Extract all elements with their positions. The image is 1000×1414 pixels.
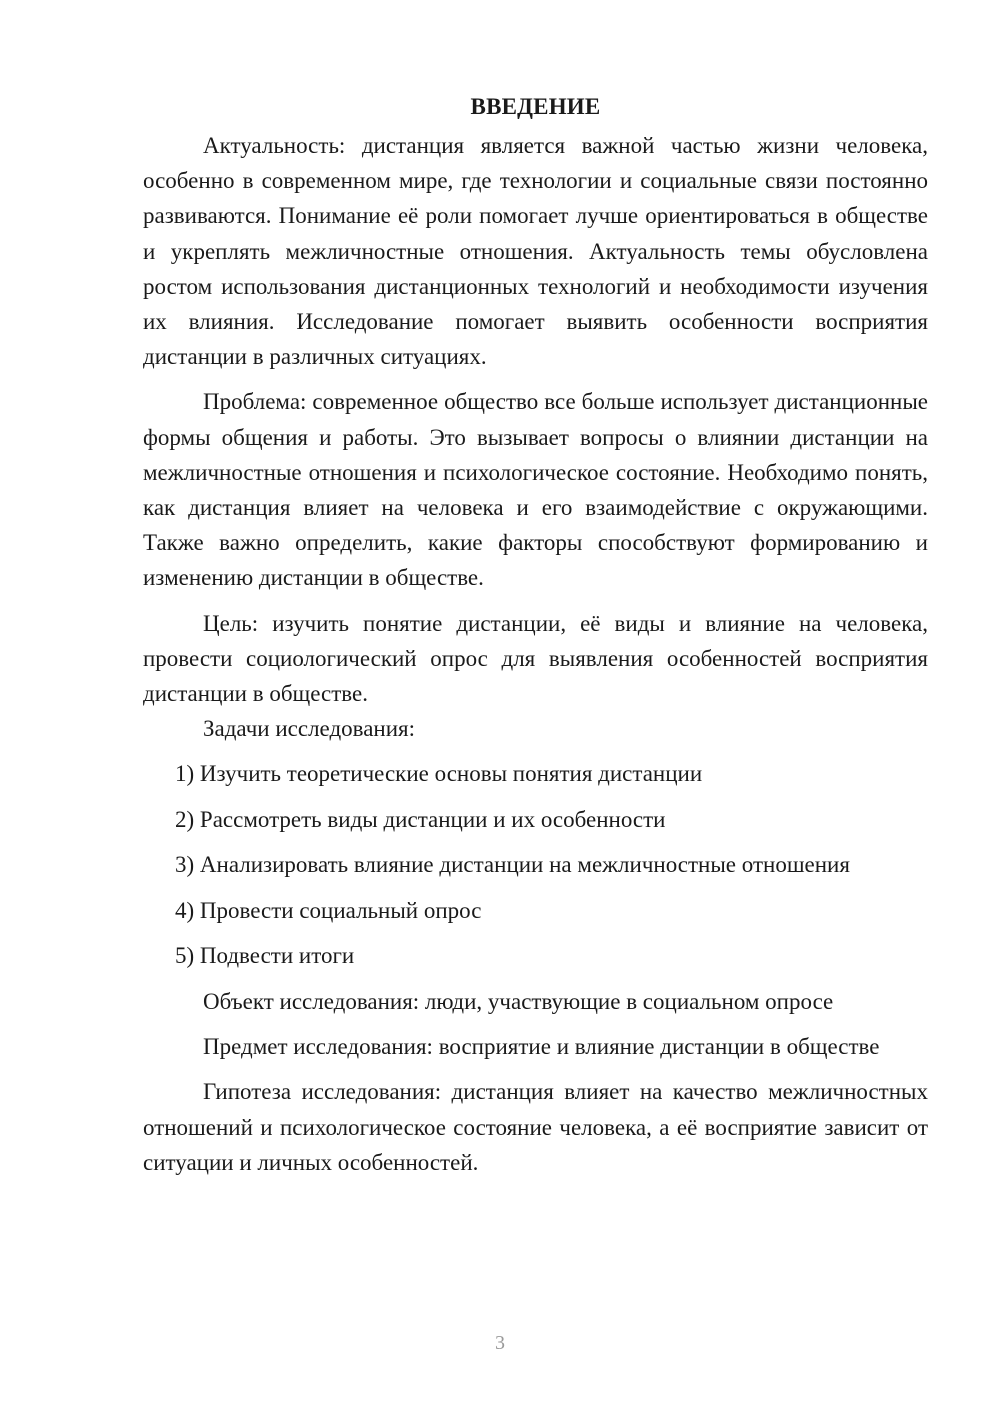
research-object: Объект исследования: люди, участвующие в социальном опросе (203, 988, 834, 1014)
task-item: 4) Провести социальный опрос (175, 897, 482, 923)
document-page (143, 92, 928, 1180)
task-item: 5) Подвести итоги (175, 943, 355, 969)
section-title: ВВЕДЕНИЕ (470, 94, 601, 119)
task-item: 3) Анализировать влияние дистанции на межличностные отношения (175, 852, 850, 878)
goal-paragraph: Цель: изучить понятие дистанции, её виды и влияние на человека, провести социологический опрос для выявления особенностей восприятия дистанции в обществе. (143, 610, 928, 707)
hypothesis-paragraph: Гипотеза исследования: дистанция влияет на качество межличностных отношений и психологическое состояние человека, а её восприятие зависит от ситуации и личных особенностей. (143, 1079, 928, 1175)
tasks-list (143, 756, 928, 973)
problem-paragraph: Проблема: современное общество все больше использует дистанционные формы общения и работы. Это вызывает вопросы о влиянии дистанции на межличностные отношения и психологическое состояние. Необходимо понять, как дистанция влияет на человека и его взаимодействие с окружающими. Также важно определить, какие факторы способствуют формированию и изменению дистанции в обществе. (143, 389, 928, 591)
task-item: 2) Рассмотреть виды дистанции и их особенности (175, 806, 666, 832)
tasks-heading: Задачи исследования: (203, 716, 416, 742)
research-subject: Предмет исследования: восприятие и влияние дистанции в обществе (203, 1034, 880, 1060)
relevance-paragraph: Актуальность: дистанция является важной частью жизни человека, особенно в современном мире, где технологии и социальные связи постоянно развиваются. Понимание её роли помогает лучше ориентироваться в обществе и укреплять межличностные отношения. Актуальность темы обусловлена ростом использования дистанционных технологий и необходимости изучения их влияния. Исследование помогает выявить особенности восприятия дистанции в различных ситуациях. (143, 133, 928, 370)
task-item: 1) Изучить теоретические основы понятия дистанции (175, 761, 703, 787)
page-number: 3 (495, 1332, 505, 1354)
